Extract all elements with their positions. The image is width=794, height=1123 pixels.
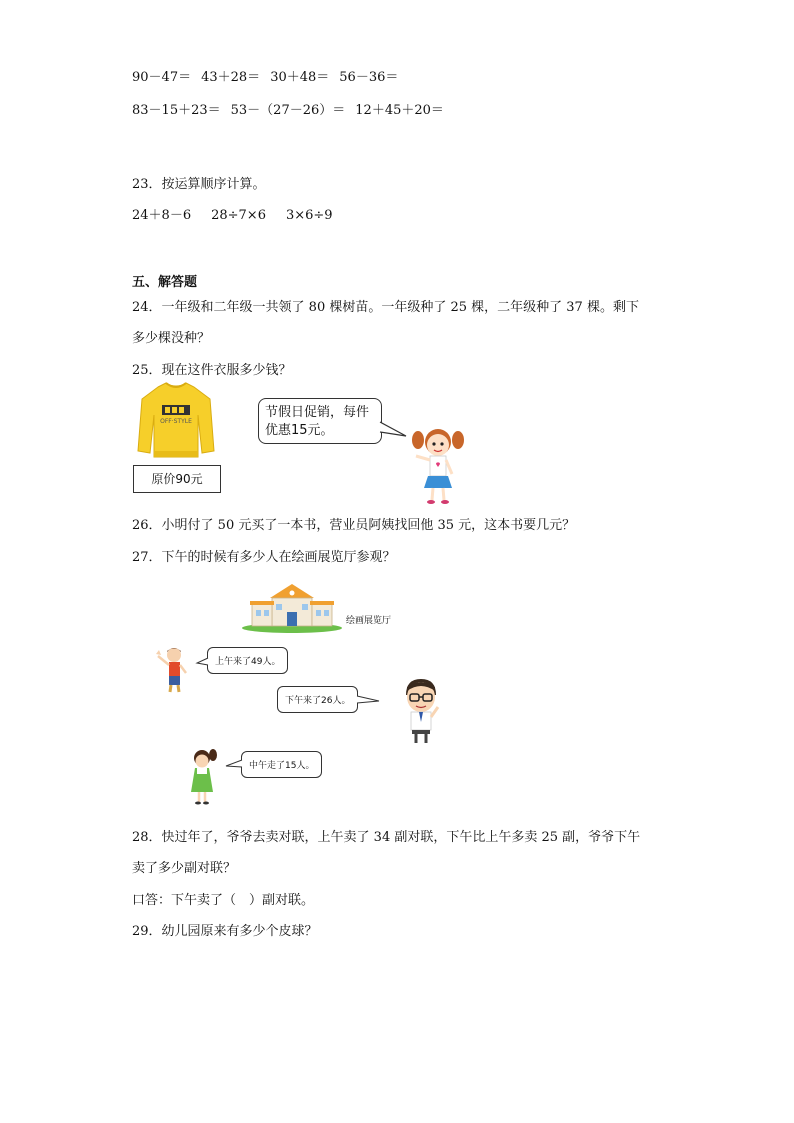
shirt-print-text: OFF·STYLE [160, 418, 192, 425]
expr: 43＋28＝ [201, 70, 261, 85]
girl-green-dress-image [186, 748, 220, 806]
art-gallery-building-image [242, 582, 342, 632]
noon-bubble-text: 中午走了15人。 [249, 761, 315, 771]
expr: 12＋45＋20＝ [355, 103, 444, 118]
afternoon-bubble-text: 下午来了26人。 [285, 696, 351, 706]
q28-answer-line: 口答：下午卖了（ ）副对联。 [132, 893, 315, 908]
expr: 24＋8－6 [132, 208, 192, 223]
morning-speech-bubble [207, 647, 288, 674]
q25-text: 25．现在这件衣服多少钱？ [132, 363, 292, 378]
expr: 56－36＝ [339, 70, 399, 85]
original-price-label: 原价90元 [151, 472, 203, 486]
afternoon-bubble-tail [357, 694, 381, 706]
q27-text: 27．下午的时候有多少人在绘画展览厅参观？ [132, 550, 396, 565]
promo-line-2: 优惠15元。 [265, 423, 334, 438]
promo-line-1: 节假日促销，每件 [265, 405, 370, 420]
arithmetic-row-2 [132, 99, 444, 118]
gallery-label: 绘画展览厅 [346, 616, 392, 626]
morning-bubble-tail [197, 657, 209, 667]
q28-line-2: 卖了多少副对联？ [132, 861, 237, 876]
boy-with-glasses-image [398, 677, 444, 745]
expr: 53－（27－26）＝ [230, 103, 346, 118]
expr: 30＋48＝ [270, 70, 330, 85]
q24-line-1: 24．一年级和二年级一共领了 80 棵树苗。一年级种了 25 棵，二年级种了 37 棵。剩下 [132, 300, 639, 315]
expr: 3×6÷9 [285, 208, 333, 223]
promo-speech-bubble [258, 398, 382, 444]
noon-bubble-tail [226, 758, 243, 770]
boy-waving-image [152, 646, 192, 694]
section-heading: 五、解答题 [132, 275, 198, 290]
bubble-tail [380, 420, 410, 440]
expr: 83－15＋23＝ [132, 103, 221, 118]
q26-text: 26．小明付了 50 元买了一本书，营业员阿姨找回他 35 元，这本书要几元？ [132, 518, 576, 533]
q29-text: 29．幼儿园原来有多少个皮球？ [132, 924, 318, 939]
sweatshirt-image [136, 381, 216, 461]
q28-line-1: 28．快过年了，爷爷去卖对联，上午卖了 34 副对联，下午比上午多卖 25 副，爷爷下午 [132, 830, 641, 845]
girl-character-image [408, 420, 468, 506]
morning-bubble-text: 上午来了49人。 [215, 657, 281, 667]
arithmetic-row-1 [132, 66, 398, 85]
expr: 28÷7×6 [211, 208, 266, 223]
q23-expressions [132, 204, 333, 223]
q24-line-2: 多少棵没种？ [132, 331, 211, 346]
q23-title: 23．按运算顺序计算。 [132, 177, 266, 192]
original-price-box [133, 465, 221, 493]
afternoon-speech-bubble [277, 686, 358, 713]
noon-speech-bubble [241, 751, 322, 778]
expr: 90－47＝ [132, 70, 192, 85]
